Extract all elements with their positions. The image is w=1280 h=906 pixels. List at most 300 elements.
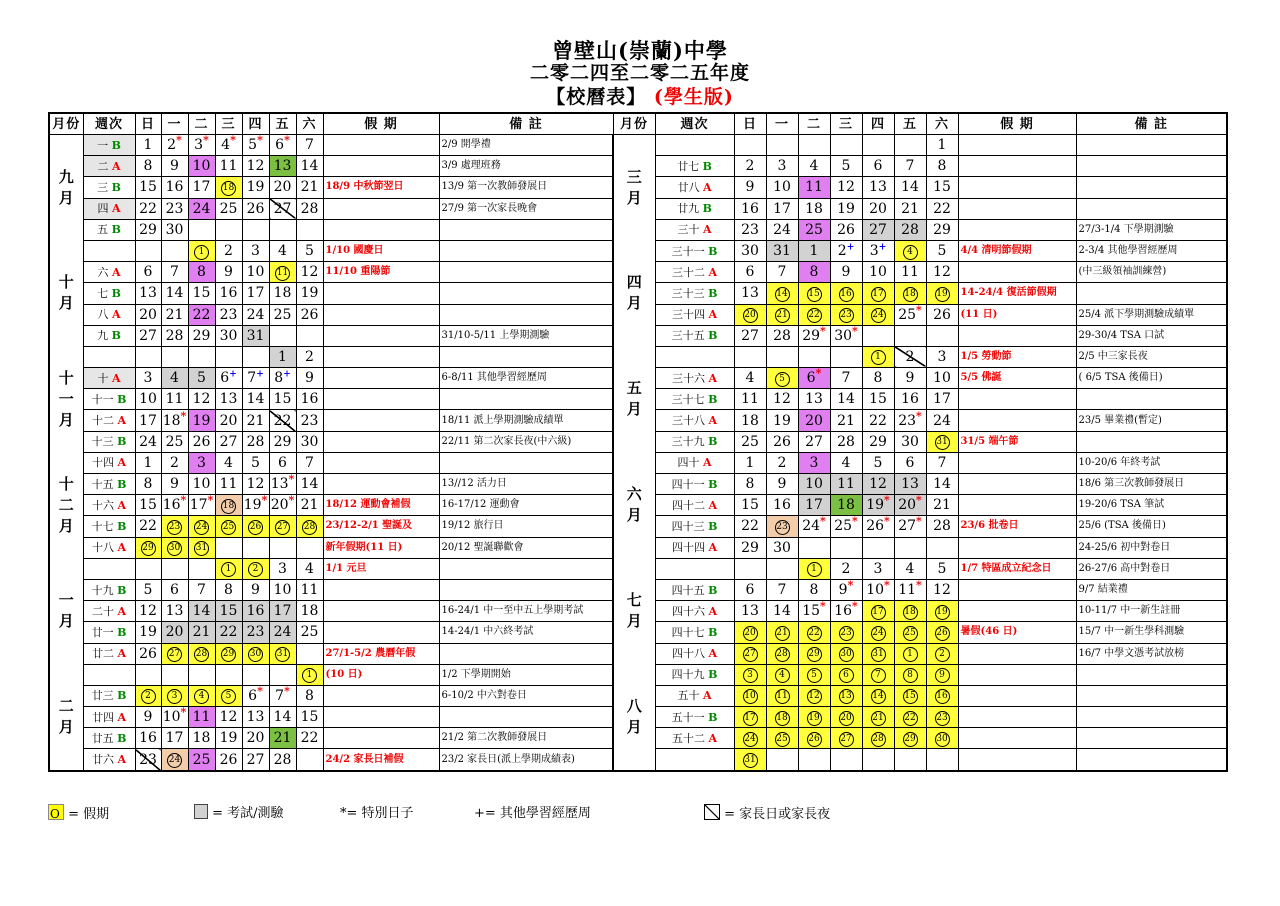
ole-mark: + [846,242,855,253]
remark-cell: 16-24/1 中一至中五上學期考試 [439,601,613,622]
day-cell: 29 [135,537,161,558]
day-cell: 12 [242,156,269,177]
day-cell: 20 [862,198,894,219]
holiday-cell [323,135,439,156]
week-cell: 廿四 A [83,707,135,728]
day-cell: 11 [161,389,188,410]
week-cell: 四十一 B [655,474,734,495]
legend-ole: += 其他學習經歷周 [474,806,591,821]
day-cell [894,537,926,558]
remark-cell [1076,135,1227,156]
special-day-mark: * [916,409,922,422]
day-cell: 6 [830,664,862,685]
day-cell: 28 [296,516,323,537]
day-cell: 10* [161,707,188,728]
day-cell: 4* [215,135,242,156]
remark-cell [439,558,613,579]
week-cell: 四 A [83,198,135,219]
remark-cell [439,452,613,473]
week-cell: 三十一 B [655,240,734,261]
day-cell: 20 [135,304,161,325]
day-cell: 13 [734,283,766,304]
day-cell: 9 [830,262,862,283]
day-cell: 1 [798,240,830,261]
day-cell: 31 [862,643,894,664]
day-cell: 4 [766,664,798,685]
remark-cell: 2-3/4 其他學習經歷周 [1076,240,1227,261]
special-day-mark: * [257,685,263,698]
day-cell: 31 [926,431,958,452]
day-cell: 14 [894,177,926,198]
day-cell: 30 [242,643,269,664]
day-cell: 15* [798,601,830,622]
week-cell: 廿一 B [83,622,135,643]
day-cell: 27 [269,516,296,537]
day-cell: 17 [242,283,269,304]
col-header: 一 [766,113,798,135]
day-cell [188,664,215,685]
table-row [49,452,1227,473]
holiday-cell: 1/10 國慶日 [323,240,439,261]
col-header: 四 [242,113,269,135]
legend-holiday: O = 假期 [48,804,109,825]
day-cell: 9 [926,664,958,685]
remark-cell: 31/10-5/11 上學期測驗 [439,325,613,346]
school-name: 曾壁山(崇蘭)中學 [552,38,728,63]
week-cell: 三十 A [655,219,734,240]
day-cell: 1 [894,643,926,664]
day-cell: 11 [734,389,766,410]
week-cell: 七 B [83,283,135,304]
day-cell [161,664,188,685]
special-day-mark: * [852,600,858,613]
ole-mark: + [283,369,291,380]
holiday-cell [958,728,1076,749]
day-cell: 5 [926,558,958,579]
day-cell: 16 [161,177,188,198]
day-cell: 25 [161,431,188,452]
day-cell: 20* [269,495,296,516]
day-cell: 25 [798,219,830,240]
week-cell: 廿八 A [655,177,734,198]
day-cell: 22 [135,198,161,219]
day-cell: 16 [215,283,242,304]
day-cell: 29 [894,728,926,749]
day-cell: 28 [926,516,958,537]
day-cell: 29 [926,219,958,240]
day-cell: 2* [161,135,188,156]
day-cell [188,346,215,367]
day-cell: 25 [215,516,242,537]
day-cell: 27 [269,198,296,219]
day-cell: 22 [215,622,242,643]
day-cell: 7 [926,452,958,473]
day-cell: 15 [269,389,296,410]
week-cell: 十三 B [83,431,135,452]
day-cell: 12 [798,685,830,706]
holiday-cell [958,389,1076,410]
week-cell: 十一 B [83,389,135,410]
day-cell: 24 [926,410,958,431]
remark-cell: 27/3-1/4 下學期測驗 [1076,219,1227,240]
day-cell: 19 [830,198,862,219]
day-cell: 16 [734,198,766,219]
day-cell: 21 [926,495,958,516]
day-cell: 12 [926,579,958,600]
day-cell: 24 [862,304,894,325]
day-cell: 17 [798,495,830,516]
day-cell: 4 [296,558,323,579]
day-cell: 13 [798,389,830,410]
col-header: 備 註 [1076,113,1227,135]
day-cell: 1 [135,452,161,473]
day-cell [798,749,830,771]
week-cell: 三十五 B [655,325,734,346]
remark-cell [439,240,613,261]
day-cell: 16* [161,495,188,516]
special-day-mark: * [916,494,922,507]
day-cell: 22 [269,410,296,431]
holiday-cell: 暑假(46 日) [958,622,1076,643]
calendar-title [0,88,1280,107]
day-cell: 8 [734,474,766,495]
day-cell: 25 [188,749,215,771]
day-cell: 7 [296,135,323,156]
day-cell [766,135,798,156]
week-cell: 三十八 A [655,410,734,431]
day-cell: 3 [766,156,798,177]
holiday-cell: 5/5 佛誕 [958,368,1076,389]
week-cell: 廿五 B [83,728,135,749]
week-cell: 十六 A [83,495,135,516]
holiday-cell: 14-24/4 復活節假期 [958,283,1076,304]
day-cell: 5* [242,135,269,156]
day-cell: 21 [242,410,269,431]
day-cell: 18 [215,495,242,516]
day-cell: 22 [798,304,830,325]
day-cell: 17 [766,198,798,219]
week-cell: 五十二 A [655,728,734,749]
ole-mark: + [256,369,264,380]
special-day-mark: * [852,515,858,528]
day-cell: 14 [296,474,323,495]
day-cell: 16* [830,601,862,622]
remark-cell: 16/7 中學文憑考試放榜 [1076,643,1227,664]
day-cell [242,664,269,685]
month-label: 五 月 [613,346,655,452]
day-cell: 3 [798,452,830,473]
day-cell: 13 [830,685,862,706]
month-label: 十 二 月 [49,452,83,558]
day-cell: 19 [926,283,958,304]
day-cell: 30 [894,431,926,452]
day-cell: 25* [894,304,926,325]
day-cell: 27 [242,749,269,771]
day-cell: 18 [215,177,242,198]
week-cell: 五十 A [655,685,734,706]
day-cell [135,346,161,367]
month-label: 六 月 [613,452,655,558]
day-cell: 10 [269,579,296,600]
day-cell: 29* [798,325,830,346]
day-cell: 27 [734,643,766,664]
day-cell: 10 [766,177,798,198]
holiday-cell [958,177,1076,198]
week-cell: 廿六 A [83,749,135,771]
day-cell: 22 [734,516,766,537]
day-cell: 23 [215,304,242,325]
special-day-mark: * [261,494,268,507]
day-cell: 29 [862,431,894,452]
day-cell: 26 [135,643,161,664]
remark-cell: 1/2 下學期開始 [439,664,613,685]
holiday-cell [958,219,1076,240]
remark-cell: 16-17/12 運動會 [439,495,613,516]
day-cell: 24 [135,431,161,452]
special-day-mark: * [207,494,214,507]
day-cell: 2 [926,643,958,664]
remark-cell: 6-10/2 中六對卷日 [439,685,613,706]
day-cell: 26 [830,219,862,240]
special-day-mark: * [180,494,187,507]
day-cell: 27 [798,431,830,452]
day-cell: 23 [161,516,188,537]
day-cell [161,346,188,367]
day-cell: 15 [734,495,766,516]
col-header: 三 [215,113,242,135]
remark-cell: 19-20/6 TSA 筆試 [1076,495,1227,516]
day-cell: 22 [188,304,215,325]
remark-cell: 25/4 派下學期測驗成績單 [1076,304,1227,325]
day-cell: 12 [766,389,798,410]
month-label: 三 月 [613,135,655,241]
remark-cell: 22/11 第二次家長夜(中六級) [439,431,613,452]
remark-cell: 6-8/11 其他學習經歷周 [439,368,613,389]
day-cell: 31 [269,643,296,664]
special-day-mark: * [884,494,890,507]
remark-cell [1076,283,1227,304]
day-cell: 20 [734,622,766,643]
day-cell: 27* [894,516,926,537]
day-cell: 27 [830,728,862,749]
month-label: 八 月 [613,664,655,770]
day-cell: 13 [135,283,161,304]
day-cell: 8 [296,685,323,706]
remark-cell [439,579,613,600]
day-cell [798,346,830,367]
day-cell: 21 [766,304,798,325]
day-cell: 10 [188,156,215,177]
col-header: 月份 [613,113,655,135]
remark-cell [439,707,613,728]
day-cell: 1 [926,135,958,156]
holiday-cell [958,474,1076,495]
day-cell: 3+ [862,240,894,261]
special-day-mark: * [180,706,187,719]
remark-cell: 15/7 中一新生學科測驗 [1076,622,1227,643]
day-cell [188,219,215,240]
day-cell: 14 [862,685,894,706]
day-cell: 26 [766,431,798,452]
day-cell: 25* [830,516,862,537]
day-cell: 24 [188,198,215,219]
day-cell [296,749,323,771]
day-cell [269,664,296,685]
week-cell: 十八 A [83,537,135,558]
day-cell [862,749,894,771]
day-cell: 3 [734,664,766,685]
special-day-mark: * [180,409,187,422]
holiday-cell [323,304,439,325]
day-cell [242,346,269,367]
day-cell: 4 [798,156,830,177]
day-cell: 21 [830,410,862,431]
remark-cell: 26-27/6 高中對卷日 [1076,558,1227,579]
day-cell: 7 [862,664,894,685]
day-cell: 10 [242,262,269,283]
day-cell: 14 [188,601,215,622]
day-cell: 23 [926,707,958,728]
day-cell [296,325,323,346]
day-cell: 15 [862,389,894,410]
day-cell: 21 [766,622,798,643]
day-cell: 27 [135,325,161,346]
week-cell: 三十二 A [655,262,734,283]
day-cell: 13 [242,707,269,728]
day-cell: 3* [188,135,215,156]
holiday-cell [323,707,439,728]
day-cell: 15 [296,707,323,728]
day-cell: 29 [215,643,242,664]
day-cell: 14 [766,601,798,622]
week-cell: 二 A [83,156,135,177]
day-cell: 19 [798,707,830,728]
remark-cell: 21/2 第二次教師發展日 [439,728,613,749]
day-cell: 4 [894,558,926,579]
day-cell: 13* [269,474,296,495]
day-cell [269,219,296,240]
day-cell: 4 [894,240,926,261]
day-cell: 19 [135,622,161,643]
remark-cell: 29-30/4 TSA 口試 [1076,325,1227,346]
day-cell: 15 [894,685,926,706]
day-cell: 13 [269,156,296,177]
week-cell: 廿二 A [83,643,135,664]
holiday-cell: 1/7 特區成立紀念日 [958,558,1076,579]
day-cell: 14 [161,283,188,304]
day-cell: 6 [734,579,766,600]
day-cell: 24* [798,516,830,537]
day-cell: 26 [215,749,242,771]
day-cell: 19* [242,495,269,516]
day-cell: 16 [894,389,926,410]
remark-cell: 10-20/6 年終考試 [1076,452,1227,473]
week-cell: 四十七 B [655,622,734,643]
remark-cell: 25/6 (TSA 後備日) [1076,516,1227,537]
table-row [49,664,1227,685]
school-calendar-table [48,112,1228,772]
day-cell: 26 [188,431,215,452]
day-cell [188,558,215,579]
day-cell: 30 [215,325,242,346]
special-day-mark: * [284,685,290,698]
day-cell: 31 [188,537,215,558]
day-cell: 14 [242,389,269,410]
day-cell: 19 [766,410,798,431]
remark-cell: 19/12 旅行日 [439,516,613,537]
week-cell: 十九 B [83,579,135,600]
day-cell: 28 [766,643,798,664]
day-cell [215,346,242,367]
day-cell: 9 [296,368,323,389]
holiday-cell: 24/2 家長日補假 [323,749,439,771]
holiday-cell [323,283,439,304]
day-cell: 17 [862,283,894,304]
day-cell: 13 [734,601,766,622]
special-day-mark: * [847,579,854,592]
day-cell: 5 [242,452,269,473]
day-cell: 16 [242,601,269,622]
day-cell [830,537,862,558]
day-cell: 11 [830,474,862,495]
week-cell [83,346,135,367]
day-cell: 20 [161,622,188,643]
day-cell: 16 [766,495,798,516]
day-cell: 26* [862,516,894,537]
day-cell: 25 [269,304,296,325]
holiday-cell [958,262,1076,283]
day-cell: 6 [862,156,894,177]
week-cell [83,558,135,579]
special-day-mark: * [257,134,263,147]
day-cell: 26 [242,516,269,537]
day-cell: 17* [188,495,215,516]
day-cell: 13 [862,177,894,198]
day-cell: 1 [296,664,323,685]
week-cell: 三 B [83,177,135,198]
week-cell [655,346,734,367]
day-cell: 26 [926,622,958,643]
day-cell: 29 [135,219,161,240]
week-cell [655,135,734,156]
day-cell [734,558,766,579]
holiday-cell [323,325,439,346]
day-cell: 7 [161,262,188,283]
day-cell: 17 [862,601,894,622]
remark-cell [439,219,613,240]
day-cell: 5 [188,368,215,389]
day-cell: 4 [269,240,296,261]
day-cell: 28 [188,643,215,664]
day-cell: 3 [862,558,894,579]
holiday-cell: 1/1 元旦 [323,558,439,579]
day-cell: 25 [215,198,242,219]
day-cell: 23* [894,410,926,431]
day-cell: 15 [926,177,958,198]
month-label: 七 月 [613,558,655,664]
day-cell: 22 [798,622,830,643]
day-cell: 27 [215,431,242,452]
day-cell: 20 [269,177,296,198]
holiday-cell: 4/4 清明節假期 [958,240,1076,261]
day-cell [766,558,798,579]
day-cell: 3 [188,452,215,473]
day-cell: 19* [862,495,894,516]
day-cell [894,325,926,346]
special-day-mark: * [852,325,858,338]
day-cell: 17 [161,728,188,749]
day-cell: 2 [161,452,188,473]
